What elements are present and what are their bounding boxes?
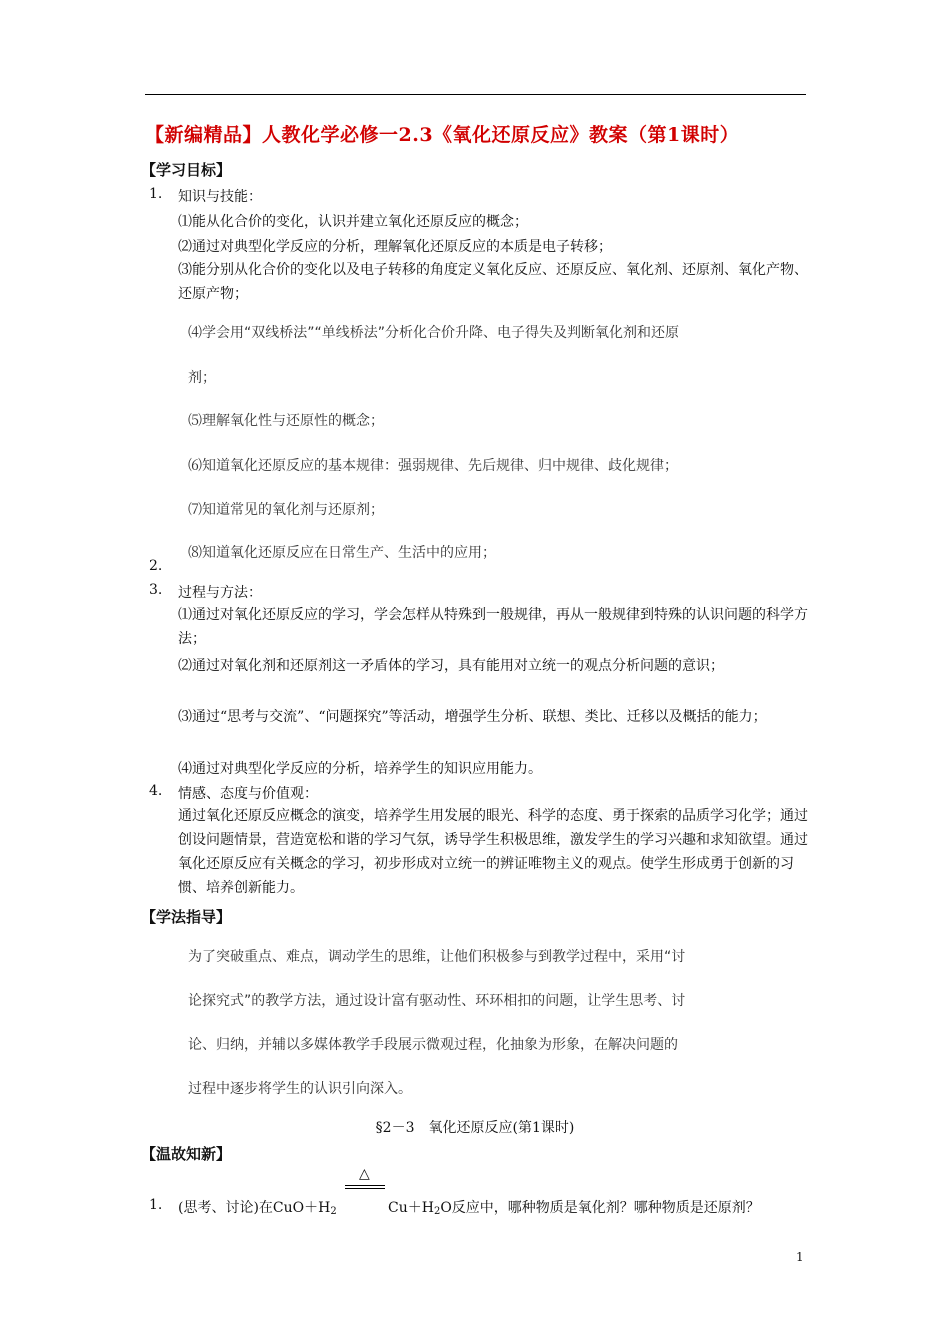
goal3-label: 过程与方法： bbox=[178, 585, 262, 601]
goal1-item-2: ⑵通过对典型化学反应的分析，理解氧化还原反应的本质是电子转移； bbox=[178, 239, 612, 255]
section-review: 【温故知新】 bbox=[141, 1145, 232, 1163]
question1-before: (思考、讨论)在CuO＋H bbox=[178, 1200, 331, 1216]
goal3-item-4: ⑷通过对典型化学反应的分析，培养学生的知识应用能力。 bbox=[178, 761, 542, 777]
list-number: 2. bbox=[149, 558, 163, 574]
list-number: 4. bbox=[149, 783, 163, 799]
question1-after-cu: Cu＋H bbox=[388, 1200, 434, 1216]
method-line-4: 过程中逐步将学生的认识引向深入。 bbox=[188, 1081, 412, 1097]
goal1-item-3: ⑶能分别从化合价的变化以及电子转移的角度定义氧化反应、还原反应、氧化剂、还原剂、氧化产物、还原产物； bbox=[178, 262, 808, 302]
reaction-condition bbox=[345, 1166, 385, 1188]
goal4-text: 通过氧化还原反应概念的演变，培养学生用发展的眼光、科学的态度、勇于探索的品质学习化学；通过创设问题情景，营造宽松和谐的学习气氛，诱导学生积极思维，激发学生的学习兴趣和求知欲望。通过氧化还原反应有关概念的学习，初步形成对立统一的辨证唯物主义的观点。使学生形成勇于创新的习惯、培养创新能力。 bbox=[178, 808, 808, 896]
goal1-image-item-4: ⑷学会用“双线桥法”“单线桥法”分析化合价升降、电子得失及判断氧化剂和还原 bbox=[188, 325, 680, 341]
list-number: 1. bbox=[149, 186, 163, 202]
list-number: 1. bbox=[149, 1197, 163, 1213]
goal1-image-item-4-cont: 剂； bbox=[188, 370, 216, 386]
goal1-image-item-7: ⑺知道常见的氧化剂与还原剂； bbox=[188, 502, 384, 518]
heat-symbol: △ bbox=[359, 1166, 370, 1182]
section-method-guide: 【学法指导】 bbox=[141, 908, 232, 926]
goal1-item-1: ⑴能从化合价的变化，认识并建立氧化还原反应的概念； bbox=[178, 214, 528, 230]
goal4-label: 情感、态度与价值观： bbox=[178, 786, 318, 802]
goal1-label: 知识与技能： bbox=[178, 189, 262, 205]
h2o-subscript: 2 bbox=[433, 1206, 441, 1217]
question1-end: O反应中，哪种物质是氧化剂？哪种物质是还原剂？ bbox=[440, 1200, 760, 1216]
page-number: 1 bbox=[796, 1250, 804, 1264]
goal3-item-1: ⑴通过对氧化还原反应的学习，学会怎样从特殊到一般规律，再从一般规律到特殊的认识问题的科学方法； bbox=[178, 607, 808, 647]
h2-subscript: 2 bbox=[330, 1206, 337, 1217]
question1-rest bbox=[388, 1197, 760, 1217]
goal1-image-item-6: ⑹知道氧化还原反应的基本规律：强弱规律、先后规律、归中规律、歧化规律； bbox=[188, 458, 678, 474]
page-title: 【新编精品】人教化学必修一2.3《氧化还原反应》教案（第1课时） bbox=[145, 124, 740, 146]
lesson-heading: §2－3 氧化还原反应(第1课时) bbox=[375, 1120, 575, 1136]
header-rule bbox=[145, 94, 806, 95]
section-goals: 【学习目标】 bbox=[141, 161, 232, 179]
method-line-3: 论、归纳，并辅以多媒体教学手段展示微观过程，化抽象为形象，在解决问题的 bbox=[188, 1037, 678, 1053]
goal1-image-item-8: ⑻知道氧化还原反应在日常生产、生活中的应用； bbox=[188, 545, 496, 561]
goal3-item-3: ⑶通过“思考与交流”、“问题探究”等活动，增强学生分析、联想、类比、迁移以及概括的能力； bbox=[178, 709, 767, 725]
question1-text bbox=[178, 1197, 337, 1217]
list-number: 3. bbox=[149, 582, 163, 598]
goal3-item-2: ⑵通过对氧化剂和还原剂这一矛盾体的学习，具有能用对立统一的观点分析问题的意识； bbox=[178, 658, 724, 674]
method-line-1: 为了突破重点、难点，调动学生的思维，让他们积极参与到教学过程中，采用“讨 bbox=[188, 949, 686, 965]
goal1-image-item-5: ⑸理解氧化性与还原性的概念； bbox=[188, 413, 384, 429]
method-line-2: 论探究式”的教学方法，通过设计富有驱动性、环环相扣的问题，让学生思考、讨 bbox=[188, 993, 686, 1009]
